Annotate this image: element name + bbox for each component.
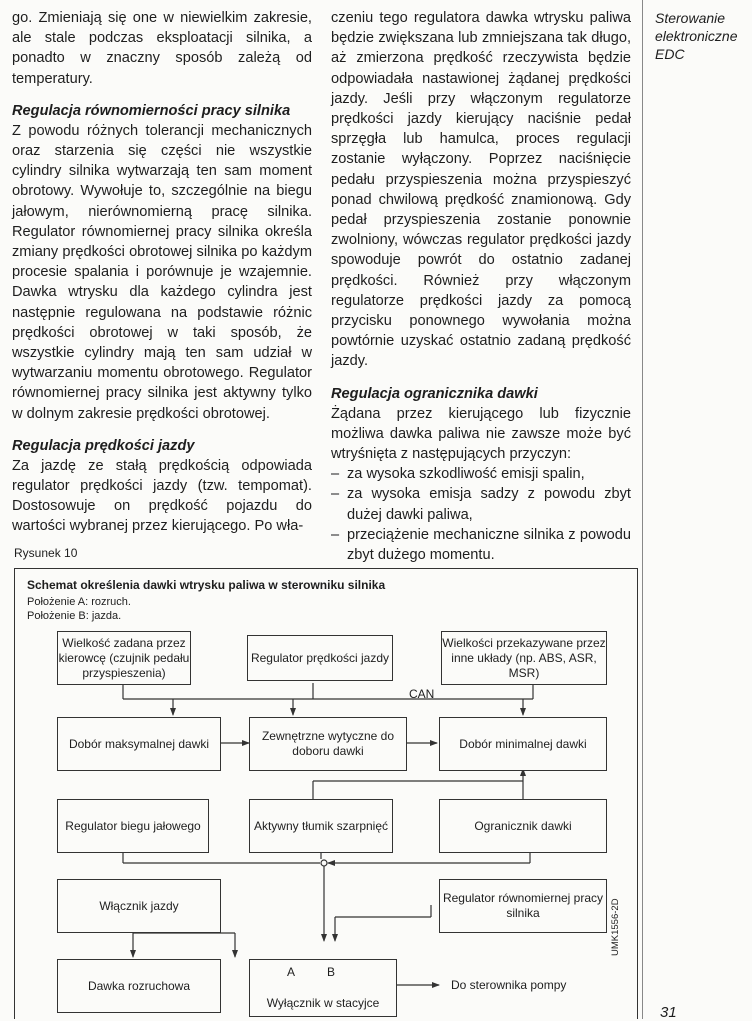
figure-label: Rysunek 10 (14, 546, 78, 560)
heading-quantity-limiter: Regulacja ogranicznika dawki (331, 385, 538, 402)
box-surge-damper: Aktywny tłumik szarpnięć (249, 799, 393, 853)
box-drive-switch: Włącznik jazdy (57, 879, 221, 933)
junction-node (321, 860, 327, 866)
box-driver-setpoint: Wielkość zadana przez kierowcę (czujnik pedału przyspieszenia) (57, 631, 191, 685)
figure-title: Schemat określenia dawki wtrysku paliwa w sterowniku silnika (27, 578, 386, 592)
box-start-quantity: Dawka rozruchowa (57, 959, 221, 1013)
figure-note-b: Położenie B: jazda. (27, 610, 122, 622)
can-label: CAN (409, 687, 435, 701)
figure-code: UMK1556-2D (610, 898, 621, 956)
intro-paragraph: go. Zmieniają się one w niewielkim zakresie, ale stale podczas eksploatacji silnika, a ponadto w znaczny sposób zależą od temperatury. (12, 10, 312, 87)
injection-quantity-diagram (14, 568, 638, 1019)
paragraph-cruise-control: Za jazdę ze stałą prędkością odpowiada regulator prędkości jazdy (tzw. tempomat). Dostosowuje on prędkość pojazdu do wartości wybranej przez kierującego. Po wła- (12, 457, 312, 535)
margin-note-line: elektroniczne (655, 28, 738, 44)
paragraph-quantity-limiter: Żądana przez kierującego lub fizycznie możliwa dawka paliwa nie zawsze może być wtryśnięta z następujących przyczyn: (331, 405, 631, 463)
paragraph-smooth-running: Z powodu różnych tolerancji mechanicznych oraz starzenia się części nie wszystkie cylindry silnika wytwarzają ten sam moment obrotowy. Wywołuje to, szczególnie na biegu jałowym, nierównomierną pracę silnika. Regulator równomiernej pracy silnika określa zmiany prędkości obrotowej silnika po każdym procesie spalania i porównuje je wzajemnie. Dawka wtrysku dla każdego cylindra jest następnie regulowana na podstawie różnic prędkości obrotowej w taki sposób, że wszystkie cylindry mają ten sam udział w wytwarzaniu momentu obrotowego. Regulator równomiernej pracy silnika jest aktywny tylko w dolnym zakresie prędkości obrotowej. (12, 122, 312, 422)
text-column-left (12, 8, 312, 537)
box-ignition-switch: Wyłącznik w stacyjce (249, 959, 397, 1017)
list-item: – przeciążenie mechaniczne silnika z powodu zbyt dużego momentu. (331, 525, 631, 565)
box-quantity-limiter: Ogranicznik dawki (439, 799, 607, 853)
page-number: 31 (660, 1004, 677, 1021)
list-item: – za wysoka szkodliwość emisji spalin, (331, 464, 631, 484)
paragraph-cruise-continued: czeniu tego regulatora dawka wtrysku paliwa będzie zwiększana lub zmniejszana tak długo, aż zmierzona prędkość rzeczywista będzie odpowiadała nastawionej żądanej prędkości jazdy. Jeśli przy włączonym regulatorze prędkości jazdy kierujący naciśnie pedał sprzęgła lub hamulca, proces regulacji zostanie wyłączony. Poprzez naciśnięcie pedału przyspieszenia można przyspieszyć ponad chwilową prędkość znamionową. Gdy pedał przyspieszenia zostanie ponownie zwolniony, wówczas regulator prędkości jazdy spowoduje powrót do ostatnio zadanej prędkości. Również przy włączonym regulatorze prędkości jazdy za pomocą przycisku ponownego wywołania można powtórnie uzyskać ostatnio zadaną prędkość jazdy. (331, 10, 631, 370)
box-cruise-controller: Regulator prędkości jazdy (247, 635, 393, 681)
box-external-input: Zewnętrzne wytyczne do doboru dawki (249, 717, 407, 771)
position-b-label: B (327, 965, 336, 979)
box-other-systems: Wielkości przekazywane przez inne układy (np. ABS, ASR, MSR) (441, 631, 607, 685)
margin-note-line: EDC (655, 46, 685, 62)
box-max-quantity: Dobór maksymalnej dawki (57, 717, 221, 771)
heading-cruise-control: Regulacja prędkości jazdy (12, 437, 195, 454)
margin-note-line: Sterowanie (655, 10, 726, 26)
text-column-right (331, 8, 631, 565)
reasons-list (331, 464, 631, 565)
box-smooth-running-controller: Regulator równomiernej pracy silnika (439, 879, 607, 933)
heading-smooth-running: Regulacja równomierności pracy silnika (12, 102, 291, 119)
list-item: – za wysoka emisja sadzy z powodu zbyt dużej dawki paliwa, (331, 484, 631, 524)
section-margin-note (655, 9, 751, 63)
box-min-quantity: Dobór minimalnej dawki (439, 717, 607, 771)
box-idle-controller: Regulator biegu jałowego (57, 799, 209, 853)
to-pump-label: Do sterownika pompy (451, 978, 567, 992)
margin-divider (642, 0, 643, 1019)
position-a-label: A (287, 965, 296, 979)
figure-note-a: Położenie A: rozruch. (27, 596, 131, 608)
